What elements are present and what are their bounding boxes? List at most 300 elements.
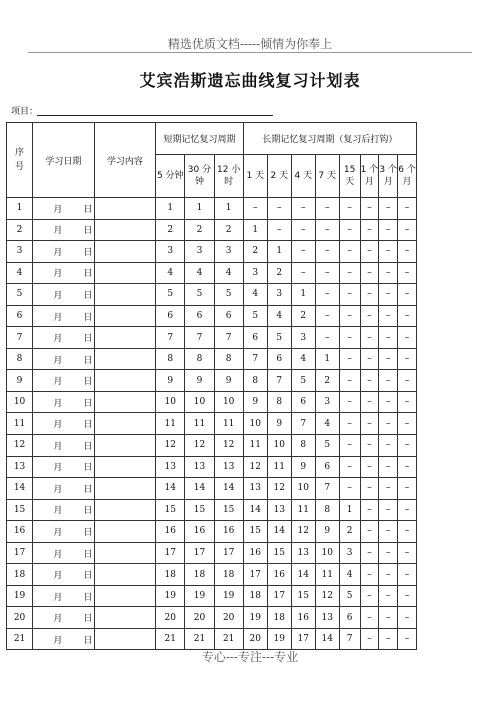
long-period-header: 1 个月 bbox=[360, 155, 379, 198]
long-review-cell[interactable]: – bbox=[398, 262, 417, 284]
long-review-cell[interactable]: 3 bbox=[339, 542, 360, 564]
long-review-cell[interactable]: 14 bbox=[315, 628, 339, 650]
long-review-cell[interactable]: – bbox=[315, 305, 339, 327]
study-date-cell[interactable] bbox=[33, 607, 95, 629]
review-plan-table bbox=[6, 122, 417, 650]
long-review-cell[interactable]: – bbox=[360, 370, 379, 392]
short-review-cell: 17 bbox=[214, 542, 243, 564]
short-review-cell: 1 bbox=[214, 198, 243, 220]
long-review-cell[interactable]: – bbox=[398, 305, 417, 327]
long-review-cell[interactable]: – bbox=[291, 241, 315, 263]
short-review-cell: 1 bbox=[185, 198, 214, 220]
short-review-cell: 21 bbox=[214, 628, 243, 650]
month-label: 月 bbox=[53, 204, 63, 215]
day-label: 日 bbox=[83, 635, 93, 646]
long-review-cell[interactable]: – bbox=[398, 542, 417, 564]
long-review-cell[interactable]: 6 bbox=[315, 456, 339, 478]
long-review-cell[interactable]: 4 bbox=[339, 564, 360, 586]
study-content-cell[interactable] bbox=[94, 585, 156, 607]
short-review-cell: 18 bbox=[185, 564, 214, 586]
long-review-cell[interactable]: 7 bbox=[339, 628, 360, 650]
row-number: 11 bbox=[7, 413, 33, 435]
month-label: 月 bbox=[53, 635, 63, 646]
long-review-cell[interactable]: 6 bbox=[267, 348, 291, 370]
page-header: 精选优质文档-----倾情为你奉上 bbox=[167, 37, 333, 51]
study-date-cell[interactable] bbox=[33, 219, 95, 241]
study-date-cell[interactable] bbox=[33, 564, 95, 586]
study-date-cell[interactable] bbox=[33, 628, 95, 650]
long-review-cell[interactable]: – bbox=[379, 478, 398, 500]
long-review-cell[interactable]: – bbox=[379, 370, 398, 392]
long-review-cell[interactable]: – bbox=[339, 478, 360, 500]
long-review-cell[interactable]: – bbox=[360, 478, 379, 500]
long-review-cell[interactable]: – bbox=[360, 628, 379, 650]
short-review-cell: 14 bbox=[214, 478, 243, 500]
col-header-seq-text: 序号 bbox=[15, 148, 25, 172]
long-review-cell[interactable]: – bbox=[339, 456, 360, 478]
long-review-cell[interactable]: 17 bbox=[291, 628, 315, 650]
long-review-cell[interactable]: 16 bbox=[243, 542, 267, 564]
long-review-cell[interactable]: – bbox=[379, 348, 398, 370]
long-review-cell[interactable]: – bbox=[339, 435, 360, 457]
long-review-cell[interactable]: 7 bbox=[267, 370, 291, 392]
short-review-cell: 11 bbox=[185, 413, 214, 435]
row-number: 3 bbox=[7, 241, 33, 263]
long-review-cell[interactable]: 20 bbox=[243, 628, 267, 650]
short-review-cell: 14 bbox=[185, 478, 214, 500]
long-review-cell[interactable]: 4 bbox=[315, 413, 339, 435]
long-review-cell[interactable]: – bbox=[315, 284, 339, 306]
short-review-cell: 14 bbox=[156, 478, 185, 500]
long-review-cell[interactable]: 2 bbox=[291, 305, 315, 327]
long-review-cell[interactable]: – bbox=[339, 219, 360, 241]
study-date-cell[interactable] bbox=[33, 348, 95, 370]
long-review-cell[interactable]: 13 bbox=[243, 478, 267, 500]
long-review-cell[interactable]: 8 bbox=[315, 499, 339, 521]
long-review-cell[interactable]: 7 bbox=[243, 348, 267, 370]
long-review-cell[interactable]: 4 bbox=[267, 305, 291, 327]
short-review-cell: 17 bbox=[156, 542, 185, 564]
long-review-cell[interactable]: – bbox=[339, 327, 360, 349]
long-review-cell[interactable]: – bbox=[360, 219, 379, 241]
long-review-cell[interactable]: – bbox=[360, 198, 379, 220]
long-period-header: 4 天 bbox=[291, 155, 315, 198]
table-row bbox=[7, 241, 417, 263]
month-label: 月 bbox=[53, 441, 63, 452]
long-review-cell[interactable]: 15 bbox=[243, 521, 267, 543]
short-review-cell: 3 bbox=[156, 241, 185, 263]
long-review-cell[interactable]: – bbox=[360, 521, 379, 543]
short-review-cell: 6 bbox=[185, 305, 214, 327]
long-review-cell[interactable]: – bbox=[379, 219, 398, 241]
table-row bbox=[7, 542, 417, 564]
long-review-cell[interactable]: – bbox=[398, 564, 417, 586]
long-review-cell[interactable]: – bbox=[360, 456, 379, 478]
month-label: 月 bbox=[53, 571, 63, 582]
month-label: 月 bbox=[53, 484, 63, 495]
long-review-cell[interactable]: – bbox=[379, 435, 398, 457]
short-review-cell: 20 bbox=[156, 607, 185, 629]
study-content-cell[interactable] bbox=[94, 241, 156, 263]
study-date-cell[interactable] bbox=[33, 478, 95, 500]
long-review-cell[interactable]: 15 bbox=[291, 585, 315, 607]
long-review-cell[interactable]: 1 bbox=[291, 284, 315, 306]
long-review-cell[interactable]: – bbox=[339, 391, 360, 413]
long-review-cell[interactable]: – bbox=[360, 391, 379, 413]
long-review-cell[interactable]: 8 bbox=[243, 370, 267, 392]
long-review-cell[interactable]: 10 bbox=[267, 435, 291, 457]
long-review-cell[interactable]: 3 bbox=[243, 262, 267, 284]
row-number: 15 bbox=[7, 499, 33, 521]
long-review-cell[interactable]: 5 bbox=[291, 370, 315, 392]
day-label: 日 bbox=[83, 290, 93, 301]
long-review-cell[interactable]: – bbox=[398, 478, 417, 500]
document-title: 艾宾浩斯遗忘曲线复习计划表 bbox=[139, 71, 361, 90]
long-review-cell[interactable]: – bbox=[379, 327, 398, 349]
table-row bbox=[7, 478, 417, 500]
day-label: 日 bbox=[83, 506, 93, 517]
day-label: 日 bbox=[83, 377, 93, 388]
row-number: 21 bbox=[7, 628, 33, 650]
project-label: 项目： bbox=[11, 107, 39, 117]
short-review-cell: 12 bbox=[214, 435, 243, 457]
long-review-cell[interactable]: 4 bbox=[243, 284, 267, 306]
long-review-cell[interactable]: 1 bbox=[339, 499, 360, 521]
study-date-cell[interactable] bbox=[33, 456, 95, 478]
long-review-cell[interactable]: 8 bbox=[267, 391, 291, 413]
long-review-cell[interactable]: – bbox=[339, 262, 360, 284]
table-row bbox=[7, 585, 417, 607]
row-number: 4 bbox=[7, 262, 33, 284]
long-review-cell[interactable]: – bbox=[243, 198, 267, 220]
long-period-header: 2 天 bbox=[267, 155, 291, 198]
long-review-cell[interactable]: – bbox=[315, 198, 339, 220]
month-label: 月 bbox=[53, 355, 63, 366]
long-review-cell[interactable]: – bbox=[360, 585, 379, 607]
long-review-cell[interactable]: – bbox=[398, 435, 417, 457]
long-review-cell[interactable]: 8 bbox=[291, 435, 315, 457]
long-period-header: 3 个月 bbox=[379, 155, 398, 198]
long-review-cell[interactable]: 5 bbox=[339, 585, 360, 607]
long-review-cell[interactable]: – bbox=[315, 327, 339, 349]
table-row bbox=[7, 628, 417, 650]
long-review-cell[interactable]: – bbox=[360, 305, 379, 327]
long-review-cell[interactable]: 2 bbox=[243, 241, 267, 263]
long-review-cell[interactable]: – bbox=[379, 521, 398, 543]
long-review-cell[interactable]: – bbox=[267, 219, 291, 241]
long-review-cell[interactable]: – bbox=[360, 241, 379, 263]
study-date-cell[interactable] bbox=[33, 241, 95, 263]
study-content-cell[interactable] bbox=[94, 499, 156, 521]
long-period-header: 15 天 bbox=[339, 155, 360, 198]
long-review-cell[interactable]: – bbox=[398, 585, 417, 607]
day-label: 日 bbox=[83, 527, 93, 538]
day-label: 日 bbox=[83, 592, 93, 603]
study-content-cell[interactable] bbox=[94, 521, 156, 543]
short-review-cell: 13 bbox=[214, 456, 243, 478]
study-content-cell[interactable] bbox=[94, 348, 156, 370]
long-review-cell[interactable]: – bbox=[398, 241, 417, 263]
study-date-cell[interactable] bbox=[33, 499, 95, 521]
long-review-cell[interactable]: – bbox=[398, 391, 417, 413]
short-review-cell: 9 bbox=[214, 370, 243, 392]
long-review-cell[interactable]: – bbox=[339, 348, 360, 370]
long-review-cell[interactable]: 18 bbox=[267, 607, 291, 629]
long-review-cell[interactable]: – bbox=[360, 348, 379, 370]
long-review-cell[interactable]: 2 bbox=[339, 521, 360, 543]
month-label: 月 bbox=[53, 527, 63, 538]
study-date-cell[interactable] bbox=[33, 305, 95, 327]
long-review-cell[interactable]: 9 bbox=[315, 521, 339, 543]
long-review-cell[interactable]: – bbox=[360, 435, 379, 457]
short-review-cell: 10 bbox=[214, 391, 243, 413]
study-date-cell[interactable] bbox=[33, 262, 95, 284]
study-date-cell[interactable] bbox=[33, 370, 95, 392]
long-review-cell[interactable]: 3 bbox=[315, 391, 339, 413]
study-date-cell[interactable] bbox=[33, 542, 95, 564]
row-number: 17 bbox=[7, 542, 33, 564]
long-review-cell[interactable]: 9 bbox=[291, 456, 315, 478]
long-review-cell[interactable]: 1 bbox=[315, 348, 339, 370]
long-review-cell[interactable]: – bbox=[379, 564, 398, 586]
long-review-cell[interactable]: 5 bbox=[315, 435, 339, 457]
short-review-cell: 19 bbox=[214, 585, 243, 607]
long-review-cell[interactable]: – bbox=[379, 284, 398, 306]
long-review-cell[interactable]: – bbox=[315, 262, 339, 284]
long-review-cell[interactable]: 15 bbox=[267, 542, 291, 564]
short-period-header: 12 小时 bbox=[214, 155, 243, 198]
study-content-cell[interactable] bbox=[94, 305, 156, 327]
study-date-cell[interactable] bbox=[33, 521, 95, 543]
long-review-cell[interactable]: – bbox=[339, 241, 360, 263]
col-header-date: 学习日期 bbox=[33, 123, 95, 198]
long-review-cell[interactable]: 5 bbox=[267, 327, 291, 349]
study-content-cell[interactable] bbox=[94, 456, 156, 478]
long-review-cell[interactable]: – bbox=[398, 499, 417, 521]
long-review-cell[interactable]: – bbox=[398, 456, 417, 478]
study-content-cell[interactable] bbox=[94, 435, 156, 457]
long-review-cell[interactable]: 10 bbox=[243, 413, 267, 435]
long-review-cell[interactable]: 2 bbox=[315, 370, 339, 392]
long-review-cell[interactable]: – bbox=[360, 327, 379, 349]
long-review-cell[interactable]: – bbox=[398, 327, 417, 349]
short-review-cell: 7 bbox=[185, 327, 214, 349]
month-label: 月 bbox=[53, 334, 63, 345]
long-review-cell[interactable]: 6 bbox=[243, 327, 267, 349]
long-review-cell[interactable]: 19 bbox=[243, 607, 267, 629]
long-review-cell[interactable]: 13 bbox=[315, 607, 339, 629]
long-review-cell[interactable]: 13 bbox=[291, 542, 315, 564]
long-review-cell[interactable]: – bbox=[379, 499, 398, 521]
long-review-cell[interactable]: – bbox=[291, 262, 315, 284]
study-content-cell[interactable] bbox=[94, 628, 156, 650]
long-review-cell[interactable]: – bbox=[339, 413, 360, 435]
long-review-cell[interactable]: – bbox=[379, 456, 398, 478]
study-content-cell[interactable] bbox=[94, 413, 156, 435]
long-review-cell[interactable]: 13 bbox=[267, 499, 291, 521]
long-review-cell[interactable]: 14 bbox=[291, 564, 315, 586]
study-content-cell[interactable] bbox=[94, 478, 156, 500]
long-review-cell[interactable]: – bbox=[398, 607, 417, 629]
col-header-content: 学习内容 bbox=[94, 123, 156, 198]
long-review-cell[interactable]: – bbox=[360, 262, 379, 284]
study-date-cell[interactable] bbox=[33, 391, 95, 413]
long-review-cell[interactable]: 12 bbox=[243, 456, 267, 478]
study-content-cell[interactable] bbox=[94, 262, 156, 284]
long-review-cell[interactable]: 9 bbox=[267, 413, 291, 435]
study-date-cell[interactable] bbox=[33, 435, 95, 457]
long-review-cell[interactable]: – bbox=[379, 542, 398, 564]
short-review-cell: 8 bbox=[156, 348, 185, 370]
long-review-cell[interactable]: – bbox=[379, 628, 398, 650]
row-number: 13 bbox=[7, 456, 33, 478]
study-content-cell[interactable] bbox=[94, 607, 156, 629]
long-review-cell[interactable]: 18 bbox=[243, 585, 267, 607]
short-review-cell: 4 bbox=[185, 262, 214, 284]
long-review-cell[interactable]: 1 bbox=[267, 241, 291, 263]
long-review-cell[interactable]: – bbox=[315, 219, 339, 241]
long-review-cell[interactable]: 1 bbox=[243, 219, 267, 241]
long-review-cell[interactable]: – bbox=[360, 284, 379, 306]
long-review-cell[interactable]: 11 bbox=[291, 499, 315, 521]
long-review-cell[interactable]: 10 bbox=[315, 542, 339, 564]
long-review-cell[interactable]: – bbox=[339, 370, 360, 392]
long-review-cell[interactable]: – bbox=[291, 198, 315, 220]
long-review-cell[interactable]: – bbox=[339, 198, 360, 220]
long-review-cell[interactable]: 9 bbox=[243, 391, 267, 413]
long-review-cell[interactable]: 12 bbox=[267, 478, 291, 500]
long-review-cell[interactable]: 11 bbox=[243, 435, 267, 457]
long-review-cell[interactable]: 11 bbox=[267, 456, 291, 478]
long-review-cell[interactable]: – bbox=[398, 198, 417, 220]
row-number: 2 bbox=[7, 219, 33, 241]
study-date-cell[interactable] bbox=[33, 413, 95, 435]
day-label: 日 bbox=[83, 269, 93, 280]
long-review-cell[interactable]: 17 bbox=[243, 564, 267, 586]
study-content-cell[interactable] bbox=[94, 370, 156, 392]
long-review-cell[interactable]: 12 bbox=[315, 585, 339, 607]
short-review-cell: 2 bbox=[214, 219, 243, 241]
long-review-cell[interactable]: – bbox=[398, 348, 417, 370]
study-date-cell[interactable] bbox=[33, 284, 95, 306]
long-review-cell[interactable]: 11 bbox=[315, 564, 339, 586]
long-review-cell[interactable]: – bbox=[360, 564, 379, 586]
long-review-cell[interactable]: 4 bbox=[291, 348, 315, 370]
long-review-cell[interactable]: – bbox=[379, 413, 398, 435]
day-label: 日 bbox=[83, 441, 93, 452]
long-review-cell[interactable]: – bbox=[398, 628, 417, 650]
long-review-cell[interactable]: 6 bbox=[291, 391, 315, 413]
study-date-cell[interactable] bbox=[33, 327, 95, 349]
short-review-cell: 11 bbox=[214, 413, 243, 435]
short-period-header: 5 分钟 bbox=[156, 155, 185, 198]
row-number: 16 bbox=[7, 521, 33, 543]
long-review-cell[interactable]: – bbox=[379, 241, 398, 263]
long-review-cell[interactable]: – bbox=[379, 607, 398, 629]
long-review-cell[interactable]: – bbox=[339, 305, 360, 327]
short-review-cell: 5 bbox=[156, 284, 185, 306]
long-review-cell[interactable]: – bbox=[398, 413, 417, 435]
long-review-cell[interactable]: – bbox=[379, 305, 398, 327]
study-content-cell[interactable] bbox=[94, 198, 156, 220]
long-review-cell[interactable]: 7 bbox=[315, 478, 339, 500]
long-review-cell[interactable]: – bbox=[267, 198, 291, 220]
short-review-cell: 5 bbox=[185, 284, 214, 306]
row-number: 5 bbox=[7, 284, 33, 306]
study-content-cell[interactable] bbox=[94, 284, 156, 306]
day-label: 日 bbox=[83, 463, 93, 474]
long-review-cell[interactable]: – bbox=[398, 521, 417, 543]
long-review-cell[interactable]: – bbox=[379, 262, 398, 284]
long-review-cell[interactable]: 12 bbox=[291, 521, 315, 543]
short-review-cell: 3 bbox=[214, 241, 243, 263]
month-label: 月 bbox=[53, 420, 63, 431]
short-review-cell: 4 bbox=[156, 262, 185, 284]
day-label: 日 bbox=[83, 420, 93, 431]
long-review-cell[interactable]: – bbox=[398, 370, 417, 392]
month-label: 月 bbox=[53, 226, 63, 237]
study-date-cell[interactable] bbox=[33, 198, 95, 220]
long-review-cell[interactable]: 2 bbox=[267, 262, 291, 284]
row-number: 9 bbox=[7, 370, 33, 392]
study-date-cell[interactable] bbox=[33, 585, 95, 607]
table-row bbox=[7, 262, 417, 284]
long-review-cell[interactable]: – bbox=[291, 219, 315, 241]
month-label: 月 bbox=[53, 377, 63, 388]
long-review-cell[interactable]: 14 bbox=[243, 499, 267, 521]
long-review-cell[interactable]: 6 bbox=[339, 607, 360, 629]
short-review-cell: 19 bbox=[185, 585, 214, 607]
day-label: 日 bbox=[83, 334, 93, 345]
long-review-cell[interactable]: – bbox=[360, 542, 379, 564]
long-review-cell[interactable]: – bbox=[339, 284, 360, 306]
long-review-cell[interactable]: – bbox=[379, 198, 398, 220]
long-review-cell[interactable]: – bbox=[360, 499, 379, 521]
long-review-cell[interactable]: – bbox=[398, 219, 417, 241]
short-review-cell: 4 bbox=[214, 262, 243, 284]
day-label: 日 bbox=[83, 204, 93, 215]
long-review-cell[interactable]: 7 bbox=[291, 413, 315, 435]
long-review-cell[interactable]: – bbox=[360, 413, 379, 435]
long-review-cell[interactable]: 3 bbox=[267, 284, 291, 306]
project-input-line[interactable] bbox=[37, 115, 273, 116]
study-content-cell[interactable] bbox=[94, 219, 156, 241]
short-review-cell: 12 bbox=[185, 435, 214, 457]
short-review-cell: 8 bbox=[214, 348, 243, 370]
study-content-cell[interactable] bbox=[94, 391, 156, 413]
study-content-cell[interactable] bbox=[94, 327, 156, 349]
long-review-cell[interactable]: 16 bbox=[291, 607, 315, 629]
long-review-cell[interactable]: 3 bbox=[291, 327, 315, 349]
long-review-cell[interactable]: 5 bbox=[243, 305, 267, 327]
long-review-cell[interactable]: 10 bbox=[291, 478, 315, 500]
long-review-cell[interactable]: 14 bbox=[267, 521, 291, 543]
table-row bbox=[7, 327, 417, 349]
month-label: 月 bbox=[53, 463, 63, 474]
long-review-cell[interactable]: – bbox=[379, 391, 398, 413]
long-review-cell[interactable]: – bbox=[379, 585, 398, 607]
long-review-cell[interactable]: 17 bbox=[267, 585, 291, 607]
table-row bbox=[7, 413, 417, 435]
long-review-cell[interactable]: – bbox=[315, 241, 339, 263]
long-review-cell[interactable]: 16 bbox=[267, 564, 291, 586]
study-content-cell[interactable] bbox=[94, 542, 156, 564]
day-label: 日 bbox=[83, 614, 93, 625]
study-content-cell[interactable] bbox=[94, 564, 156, 586]
long-review-cell[interactable]: 19 bbox=[267, 628, 291, 650]
long-review-cell[interactable]: – bbox=[398, 284, 417, 306]
long-review-cell[interactable]: – bbox=[360, 607, 379, 629]
